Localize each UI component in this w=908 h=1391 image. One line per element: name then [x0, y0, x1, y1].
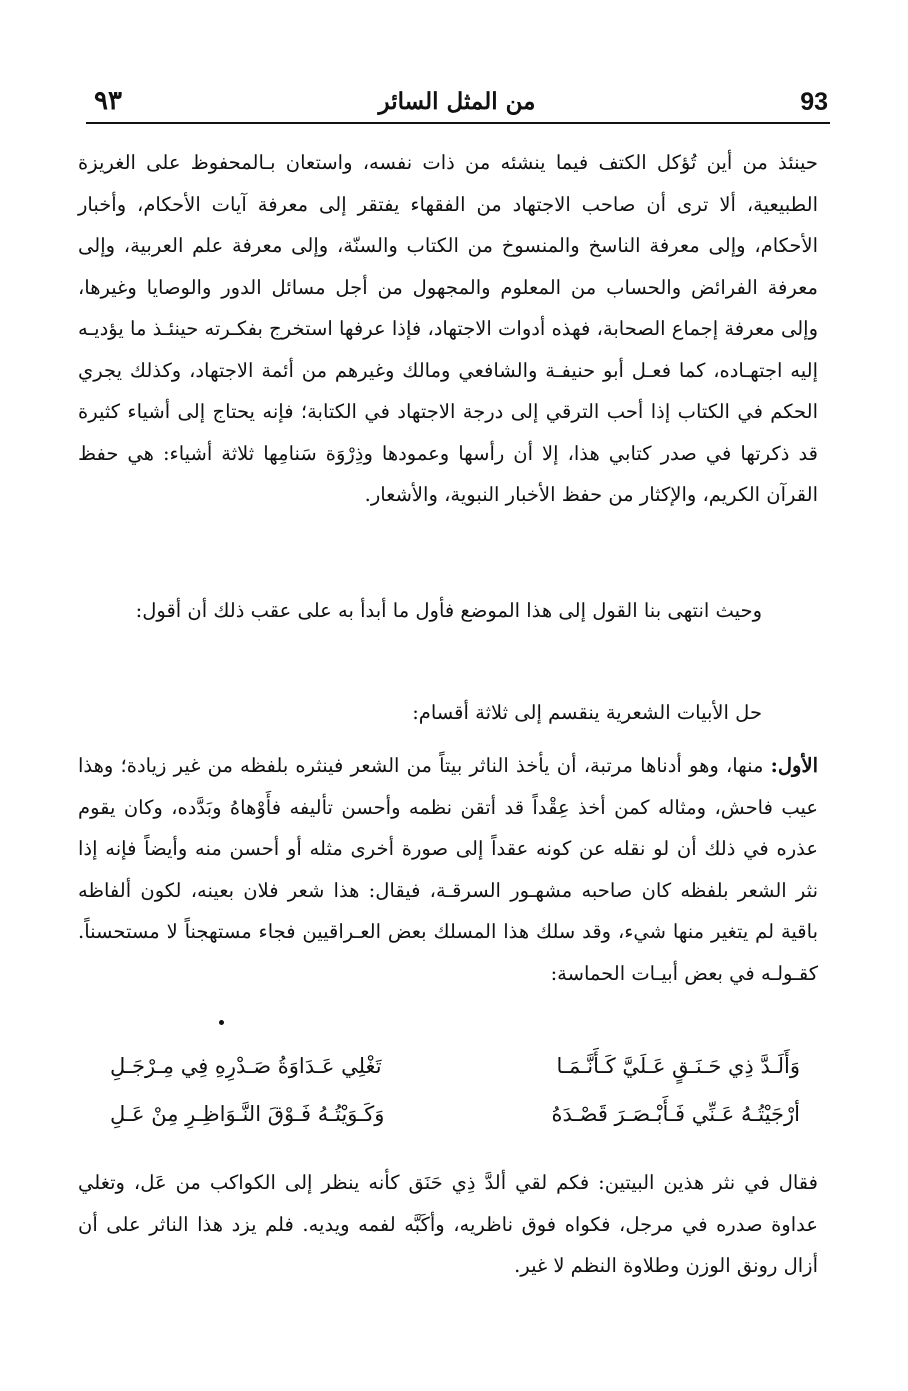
page-number-arabic: ٩٣: [94, 86, 122, 116]
verse-2-second-hemistich: وَكَـوَيْتُـهُ فَـوْقَ النَّـوَاظِـرِ مِنْ عَـلِ: [110, 1102, 385, 1126]
running-title: من المثل السائر: [378, 88, 536, 115]
print-speck: [219, 1020, 224, 1025]
first-division-text: منها، وهو أدناها مرتبة، أن يأخذ الناثر بيتاً من الشعر فينثره بلفظه من غير زيادة؛ وهذا عيب فاحش، ومثاله كمن أخذ عِقْداً قد أتقن نظمه وأحسن تأليفه فأَوْهاهُ وبَدَّده، وكان يقوم عذره في ذلك أن لو نقله عن كونه عقداً إلى صورة أخرى مثله أو أحسن منه وأيضاً فإنه إذا نثر الشعر بلفظه كان صاحبه مشهـور السرقـة، فيقال: هذا شعر فلان بعينه، لكون ألفاظه باقية لم يتغير منها شيء، وقد سلك هذا المسلك بعض العـراقيين فجاء مستهجناً لا مستحسناً. كقـولـه في بعض أبيـات الحماسة:: [78, 754, 818, 985]
verse-1-first-hemistich: وَأَلَـدَّ ذِي حَـنَـقٍ عَـلَيَّ كَـأَنَّـمَـا: [556, 1054, 800, 1078]
poem-verse-1: [110, 1054, 800, 1098]
verse-1-second-hemistich: تَغْلِي عَـدَاوَةُ صَـدْرِهِ فِي مِـرْجَـلِ: [110, 1054, 382, 1078]
page-number-latin: 93: [800, 88, 828, 116]
paragraph-divisions: حل الأبيات الشعرية ينقسم إلى ثلاثة أقسام:: [412, 701, 762, 724]
page-header: [86, 82, 828, 122]
paragraph-first-division: [78, 745, 818, 994]
poem-verse-2: [110, 1102, 800, 1146]
paragraph-prose-rendering: فقال في نثر هذين البيتين: فكم لقي ألدَّ ذِي حَنَق كأنه ينظر إلى الكواكب من عَل، وتغلي عداوة صدره في مرجل، فكواه فوق ناظريه، وأكَبَّه لفمه ويديه. فلم يزد هذا الناثر على أن أزال رونق الوزن وطلاوة النظم لا غير.: [78, 1171, 818, 1277]
verse-2-first-hemistich: أرْجَيْتُـهُ عَـنِّي فَـأَبْـصَـرَ قَصْـدَهُ: [551, 1102, 800, 1126]
first-division-lead: الأول:: [770, 754, 818, 777]
paragraph-ijtihad: حينئذ من أين تُؤكل الكتف فيما ينشئه من ذات نفسه، واستعان بـالمحفوظ على الغريزة الطبيعية، ألا ترى أن صاحب الاجتهاد من الفقهاء يفتقر إلى معرفة آيات الأحكام، وأخبار الأحكام، وإلى معرفة الناسخ والمنسوخ من الكتاب والسنّة، وإلى معرفة علم العربية، وإلى معرفة الفرائض والحساب من المعلوم والمجهول من أجل مسائل الدور والوصايا وغيرها، وإلى معرفة إجماع الصحابة، فهذه أدوات الاجتهاد، فإذا عرفها استخرج بفكـرته حينئـذ ما يؤديـه إليه اجتهـاده، كما فعـل أبو حنيفـة والشافعي ومالك وغيرهم من أئمة الاجتهاد، وكذلك يجري الحكم في الكتاب إذا أحب الترقي إلى درجة الاجتهاد في الكتابة؛ فإنه يحتاج إلى أشياء كثيرة قد ذكرتها في صدر كتابي هذا، إلا أن رأسها وعمودها وذِرْوَة سَنامِها ثلاثة أشياء: هي حفظ القرآن الكريم، والإكثار من حفظ الأخبار النبوية، والأشعار.: [78, 151, 818, 506]
header-rule: [86, 122, 830, 124]
paragraph-transition: وحيث انتهى بنا القول إلى هذا الموضع فأول ما أبدأ به على عقب ذلك أن أقول:: [135, 599, 762, 622]
